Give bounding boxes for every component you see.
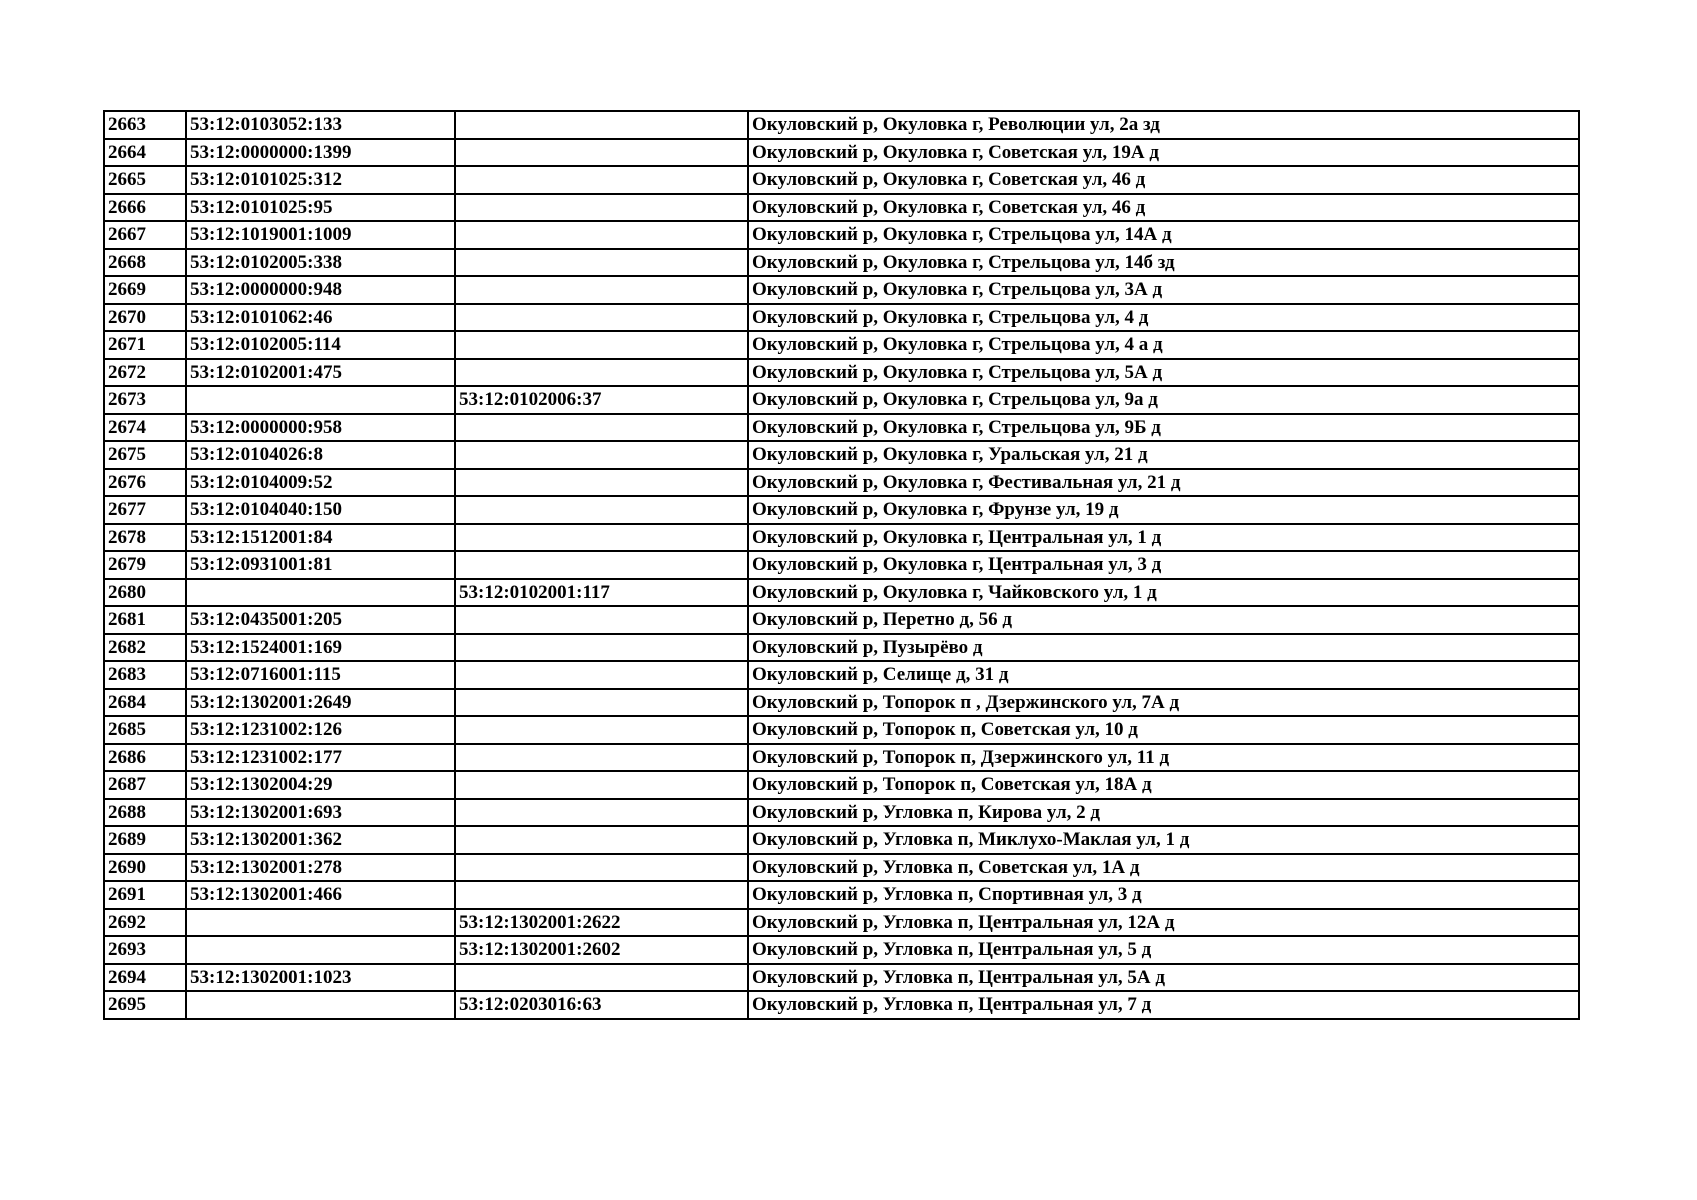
cadastral-number-cell	[186, 579, 455, 607]
parent-cadastral-number-cell	[455, 854, 748, 882]
parent-cadastral-number-cell	[455, 524, 748, 552]
table-row	[104, 304, 1579, 332]
cadastral-number-cell: 53:12:1019001:1009	[186, 221, 455, 249]
table-row	[104, 689, 1579, 717]
cadastral-number-cell: 53:12:0104009:52	[186, 469, 455, 497]
address-cell: Окуловский р, Окуловка г, Стрельцова ул, 9а д	[748, 386, 1579, 414]
address-cell: Окуловский р, Окуловка г, Стрельцова ул, 4 д	[748, 304, 1579, 332]
cadastral-number-cell	[186, 386, 455, 414]
cadastral-number-cell	[186, 909, 455, 937]
row-number-cell: 2666	[104, 194, 186, 222]
address-cell: Окуловский р, Угловка п, Центральная ул, 12А д	[748, 909, 1579, 937]
address-cell: Окуловский р, Окуловка г, Революции ул, 2а зд	[748, 111, 1579, 139]
parent-cadastral-number-cell	[455, 469, 748, 497]
table-row	[104, 661, 1579, 689]
address-cell: Окуловский р, Окуловка г, Фестивальная ул, 21 д	[748, 469, 1579, 497]
cadastral-number-cell: 53:12:0102005:114	[186, 331, 455, 359]
address-cell: Окуловский р, Окуловка г, Уральская ул, 21 д	[748, 441, 1579, 469]
address-cell: Окуловский р, Угловка п, Спортивная ул, 3 д	[748, 881, 1579, 909]
table-row	[104, 799, 1579, 827]
table-row	[104, 991, 1579, 1019]
cadastral-number-cell: 53:12:1302001:278	[186, 854, 455, 882]
row-number-cell: 2679	[104, 551, 186, 579]
table-row	[104, 744, 1579, 772]
cadastral-number-cell: 53:12:0435001:205	[186, 606, 455, 634]
table-row	[104, 881, 1579, 909]
parent-cadastral-number-cell: 53:12:1302001:2622	[455, 909, 748, 937]
row-number-cell: 2665	[104, 166, 186, 194]
address-cell: Окуловский р, Угловка п, Миклухо-Маклая ул, 1 д	[748, 826, 1579, 854]
parent-cadastral-number-cell	[455, 744, 748, 772]
table-row	[104, 331, 1579, 359]
cadastral-number-cell: 53:12:0102001:475	[186, 359, 455, 387]
address-cell: Окуловский р, Окуловка г, Фрунзе ул, 19 д	[748, 496, 1579, 524]
address-cell: Окуловский р, Окуловка г, Центральная ул, 1 д	[748, 524, 1579, 552]
parent-cadastral-number-cell: 53:12:0102006:37	[455, 386, 748, 414]
table-row	[104, 221, 1579, 249]
address-cell: Окуловский р, Окуловка г, Центральная ул, 3 д	[748, 551, 1579, 579]
table-row	[104, 249, 1579, 277]
row-number-cell: 2676	[104, 469, 186, 497]
parent-cadastral-number-cell	[455, 139, 748, 167]
parent-cadastral-number-cell	[455, 441, 748, 469]
table-row	[104, 524, 1579, 552]
registry-table	[103, 110, 1580, 1020]
parent-cadastral-number-cell	[455, 881, 748, 909]
parent-cadastral-number-cell	[455, 716, 748, 744]
cadastral-number-cell: 53:12:0101025:312	[186, 166, 455, 194]
address-cell: Окуловский р, Окуловка г, Стрельцова ул, 14А д	[748, 221, 1579, 249]
address-cell: Окуловский р, Селище д, 31 д	[748, 661, 1579, 689]
parent-cadastral-number-cell	[455, 606, 748, 634]
address-cell: Окуловский р, Угловка п, Центральная ул, 5 д	[748, 936, 1579, 964]
parent-cadastral-number-cell	[455, 111, 748, 139]
row-number-cell: 2668	[104, 249, 186, 277]
row-number-cell: 2687	[104, 771, 186, 799]
row-number-cell: 2669	[104, 276, 186, 304]
row-number-cell: 2674	[104, 414, 186, 442]
address-cell: Окуловский р, Топорок п, Дзержинского ул, 11 д	[748, 744, 1579, 772]
row-number-cell: 2695	[104, 991, 186, 1019]
address-cell: Окуловский р, Угловка п, Центральная ул, 5А д	[748, 964, 1579, 992]
cadastral-number-cell: 53:12:1512001:84	[186, 524, 455, 552]
parent-cadastral-number-cell: 53:12:0102001:117	[455, 579, 748, 607]
address-cell: Окуловский р, Угловка п, Кирова ул, 2 д	[748, 799, 1579, 827]
row-number-cell: 2684	[104, 689, 186, 717]
table-row	[104, 771, 1579, 799]
row-number-cell: 2675	[104, 441, 186, 469]
table-row	[104, 909, 1579, 937]
cadastral-number-cell: 53:12:1524001:169	[186, 634, 455, 662]
row-number-cell: 2689	[104, 826, 186, 854]
parent-cadastral-number-cell	[455, 826, 748, 854]
parent-cadastral-number-cell	[455, 964, 748, 992]
cadastral-number-cell	[186, 936, 455, 964]
parent-cadastral-number-cell	[455, 551, 748, 579]
row-number-cell: 2685	[104, 716, 186, 744]
table-row	[104, 854, 1579, 882]
address-cell: Окуловский р, Угловка п, Центральная ул, 7 д	[748, 991, 1579, 1019]
cadastral-number-cell: 53:12:0101025:95	[186, 194, 455, 222]
cadastral-number-cell: 53:12:0000000:948	[186, 276, 455, 304]
parent-cadastral-number-cell: 53:12:0203016:63	[455, 991, 748, 1019]
table-row	[104, 276, 1579, 304]
table-row	[104, 469, 1579, 497]
address-cell: Окуловский р, Окуловка г, Советская ул, 46 д	[748, 194, 1579, 222]
table-row	[104, 414, 1579, 442]
cadastral-number-cell: 53:12:0104026:8	[186, 441, 455, 469]
row-number-cell: 2682	[104, 634, 186, 662]
table-row	[104, 441, 1579, 469]
table-row	[104, 579, 1579, 607]
cadastral-number-cell	[186, 991, 455, 1019]
table-row	[104, 194, 1579, 222]
parent-cadastral-number-cell	[455, 661, 748, 689]
address-cell: Окуловский р, Окуловка г, Советская ул, 19А д	[748, 139, 1579, 167]
table-row	[104, 634, 1579, 662]
cadastral-number-cell: 53:12:1302001:693	[186, 799, 455, 827]
cadastral-number-cell: 53:12:1302004:29	[186, 771, 455, 799]
parent-cadastral-number-cell	[455, 496, 748, 524]
cadastral-number-cell: 53:12:0104040:150	[186, 496, 455, 524]
cadastral-number-cell: 53:12:0931001:81	[186, 551, 455, 579]
row-number-cell: 2690	[104, 854, 186, 882]
table-row	[104, 964, 1579, 992]
row-number-cell: 2673	[104, 386, 186, 414]
parent-cadastral-number-cell	[455, 194, 748, 222]
row-number-cell: 2672	[104, 359, 186, 387]
cadastral-number-cell: 53:12:0000000:1399	[186, 139, 455, 167]
cadastral-number-cell: 53:12:0102005:338	[186, 249, 455, 277]
row-number-cell: 2688	[104, 799, 186, 827]
table-row	[104, 111, 1579, 139]
cadastral-number-cell: 53:12:0101062:46	[186, 304, 455, 332]
row-number-cell: 2664	[104, 139, 186, 167]
registry-table-body	[104, 111, 1579, 1019]
parent-cadastral-number-cell	[455, 634, 748, 662]
parent-cadastral-number-cell: 53:12:1302001:2602	[455, 936, 748, 964]
cadastral-number-cell: 53:12:0000000:958	[186, 414, 455, 442]
table-row	[104, 386, 1579, 414]
table-row	[104, 139, 1579, 167]
cadastral-number-cell: 53:12:1302001:1023	[186, 964, 455, 992]
table-row	[104, 936, 1579, 964]
address-cell: Окуловский р, Перетно д, 56 д	[748, 606, 1579, 634]
cadastral-number-cell: 53:12:1231002:177	[186, 744, 455, 772]
table-row	[104, 551, 1579, 579]
address-cell: Окуловский р, Окуловка г, Стрельцова ул, 3А д	[748, 276, 1579, 304]
row-number-cell: 2694	[104, 964, 186, 992]
address-cell: Окуловский р, Окуловка г, Советская ул, 46 д	[748, 166, 1579, 194]
row-number-cell: 2681	[104, 606, 186, 634]
parent-cadastral-number-cell	[455, 331, 748, 359]
address-cell: Окуловский р, Окуловка г, Стрельцова ул, 14б зд	[748, 249, 1579, 277]
row-number-cell: 2693	[104, 936, 186, 964]
row-number-cell: 2692	[104, 909, 186, 937]
table-row	[104, 496, 1579, 524]
address-cell: Окуловский р, Окуловка г, Чайковского ул, 1 д	[748, 579, 1579, 607]
parent-cadastral-number-cell	[455, 304, 748, 332]
row-number-cell: 2663	[104, 111, 186, 139]
cadastral-number-cell: 53:12:0716001:115	[186, 661, 455, 689]
table-row	[104, 359, 1579, 387]
row-number-cell: 2678	[104, 524, 186, 552]
row-number-cell: 2667	[104, 221, 186, 249]
parent-cadastral-number-cell	[455, 799, 748, 827]
address-cell: Окуловский р, Пузырёво д	[748, 634, 1579, 662]
parent-cadastral-number-cell	[455, 221, 748, 249]
row-number-cell: 2671	[104, 331, 186, 359]
row-number-cell: 2686	[104, 744, 186, 772]
address-cell: Окуловский р, Топорок п , Дзержинского ул, 7А д	[748, 689, 1579, 717]
cadastral-number-cell: 53:12:1302001:2649	[186, 689, 455, 717]
row-number-cell: 2677	[104, 496, 186, 524]
address-cell: Окуловский р, Окуловка г, Стрельцова ул, 9Б д	[748, 414, 1579, 442]
cadastral-number-cell: 53:12:1231002:126	[186, 716, 455, 744]
address-cell: Окуловский р, Окуловка г, Стрельцова ул, 5А д	[748, 359, 1579, 387]
address-cell: Окуловский р, Топорок п, Советская ул, 18А д	[748, 771, 1579, 799]
row-number-cell: 2670	[104, 304, 186, 332]
parent-cadastral-number-cell	[455, 414, 748, 442]
table-row	[104, 716, 1579, 744]
cadastral-number-cell: 53:12:1302001:362	[186, 826, 455, 854]
table-row	[104, 166, 1579, 194]
row-number-cell: 2680	[104, 579, 186, 607]
cadastral-number-cell: 53:12:0103052:133	[186, 111, 455, 139]
address-cell: Окуловский р, Угловка п, Советская ул, 1А д	[748, 854, 1579, 882]
table-row	[104, 826, 1579, 854]
parent-cadastral-number-cell	[455, 359, 748, 387]
address-cell: Окуловский р, Окуловка г, Стрельцова ул, 4 а д	[748, 331, 1579, 359]
table-row	[104, 606, 1579, 634]
parent-cadastral-number-cell	[455, 689, 748, 717]
address-cell: Окуловский р, Топорок п, Советская ул, 10 д	[748, 716, 1579, 744]
parent-cadastral-number-cell	[455, 276, 748, 304]
parent-cadastral-number-cell	[455, 249, 748, 277]
parent-cadastral-number-cell	[455, 166, 748, 194]
row-number-cell: 2683	[104, 661, 186, 689]
cadastral-number-cell: 53:12:1302001:466	[186, 881, 455, 909]
parent-cadastral-number-cell	[455, 771, 748, 799]
row-number-cell: 2691	[104, 881, 186, 909]
